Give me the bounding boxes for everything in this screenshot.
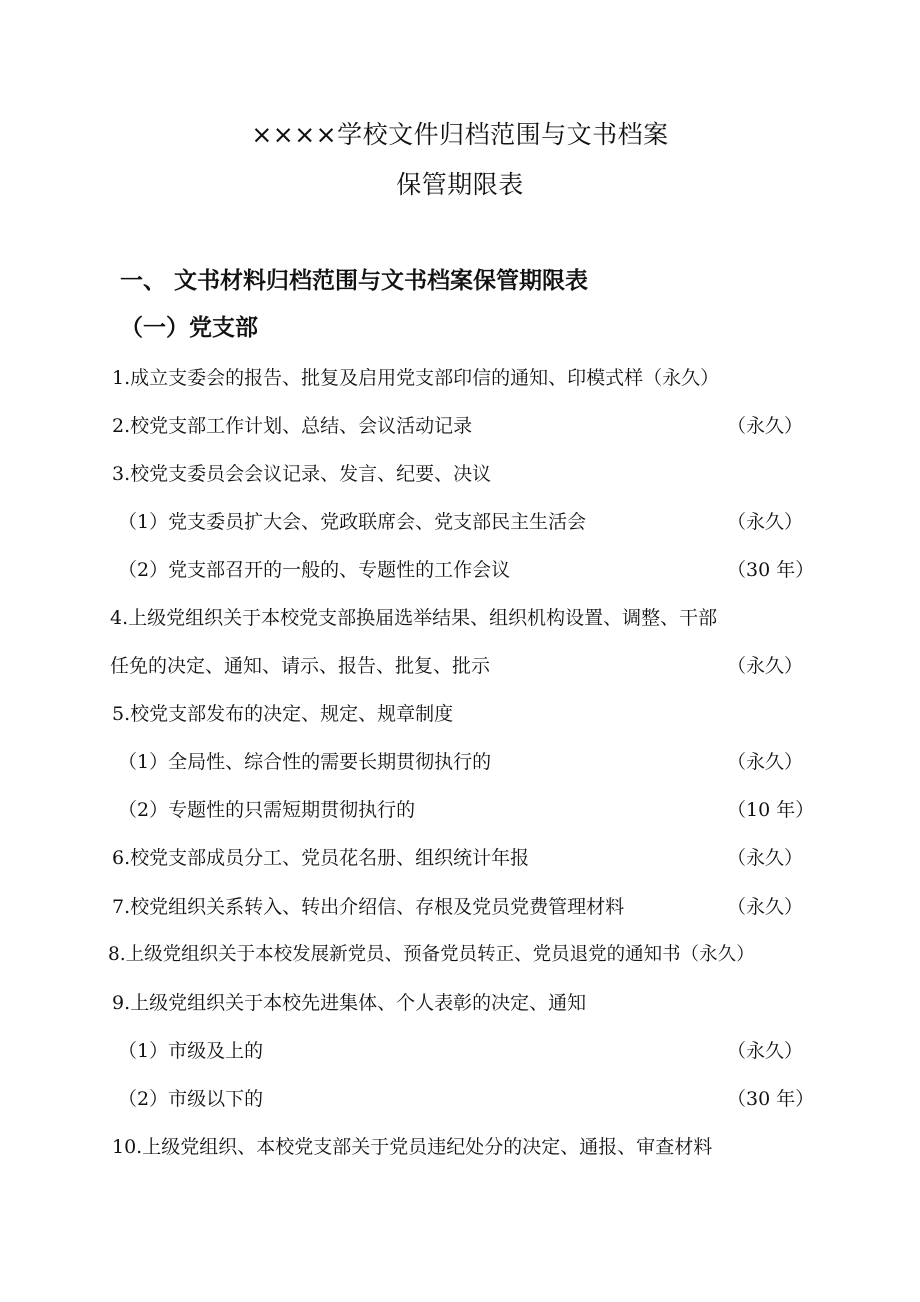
list-item-3: 3.校党支委员会会议记录、发言、纪要、决议 — [112, 463, 492, 485]
list-item-7: 7.校党组织关系转入、转出介绍信、存根及党员党费管理材料 — [112, 896, 625, 918]
retention-term-3-2: （30 年） — [727, 559, 815, 581]
retention-term-2: （永久） — [727, 415, 804, 437]
list-item-10: 10.上级党组织、本校党支部关于党员违纪处分的决定、通报、审查材料 — [112, 1136, 713, 1158]
retention-term-9-1: （永久） — [727, 1040, 804, 1062]
list-item-5-2: （2）专题性的只需短期贯彻执行的 — [118, 799, 416, 821]
subsection-heading: （一）党支部 — [120, 315, 258, 341]
retention-term-9-2: （30 年） — [727, 1088, 815, 1110]
list-item-8: 8.上级党组织关于本校发展新党员、预备党员转正、党员退党的通知书（永久） — [108, 944, 755, 965]
retention-term-3-1: （永久） — [727, 511, 804, 533]
document-title-line-2: 保管期限表 — [396, 170, 524, 199]
section-heading: 一、 文书材料归档范围与文书档案保管期限表 — [120, 268, 589, 294]
list-item-3-1: （1）党支委员扩大会、党政联席会、党支部民主生活会 — [118, 511, 587, 533]
list-item-3-2: （2）党支部召开的一般的、专题性的工作会议 — [118, 559, 511, 581]
list-item-6: 6.校党支部成员分工、党员花名册、组织统计年报 — [112, 847, 530, 869]
list-item-4: 4.上级党组织关于本校党支部换届选举结果、组织机构设置、调整、干部 — [110, 607, 718, 629]
list-item-9-1: （1）市级及上的 — [118, 1040, 264, 1062]
retention-term-7: （永久） — [727, 896, 804, 918]
list-item-1: 1.成立支委会的报告、批复及启用党支部印信的通知、印模式样（永久） — [112, 367, 720, 389]
list-item-2: 2.校党支部工作计划、总结、会议活动记录 — [112, 415, 473, 437]
retention-term-4: （永久） — [727, 655, 804, 677]
document-title-line-1: ××××学校文件归档范围与文书档案 — [251, 120, 669, 149]
list-item-4-continued: 任免的决定、通知、请示、报告、批复、批示 — [110, 655, 491, 677]
list-item-5: 5.校党支部发布的决定、规定、规章制度 — [112, 703, 454, 725]
retention-term-6: （永久） — [727, 847, 804, 869]
retention-term-5-1: （永久） — [727, 751, 804, 773]
retention-term-5-2: （10 年） — [727, 799, 815, 821]
list-item-9: 9.上级党组织关于本校先进集体、个人表彰的决定、通知 — [112, 992, 587, 1014]
list-item-5-1: （1）全局性、综合性的需要长期贯彻执行的 — [118, 751, 492, 773]
list-item-9-2: （2）市级以下的 — [118, 1088, 264, 1110]
